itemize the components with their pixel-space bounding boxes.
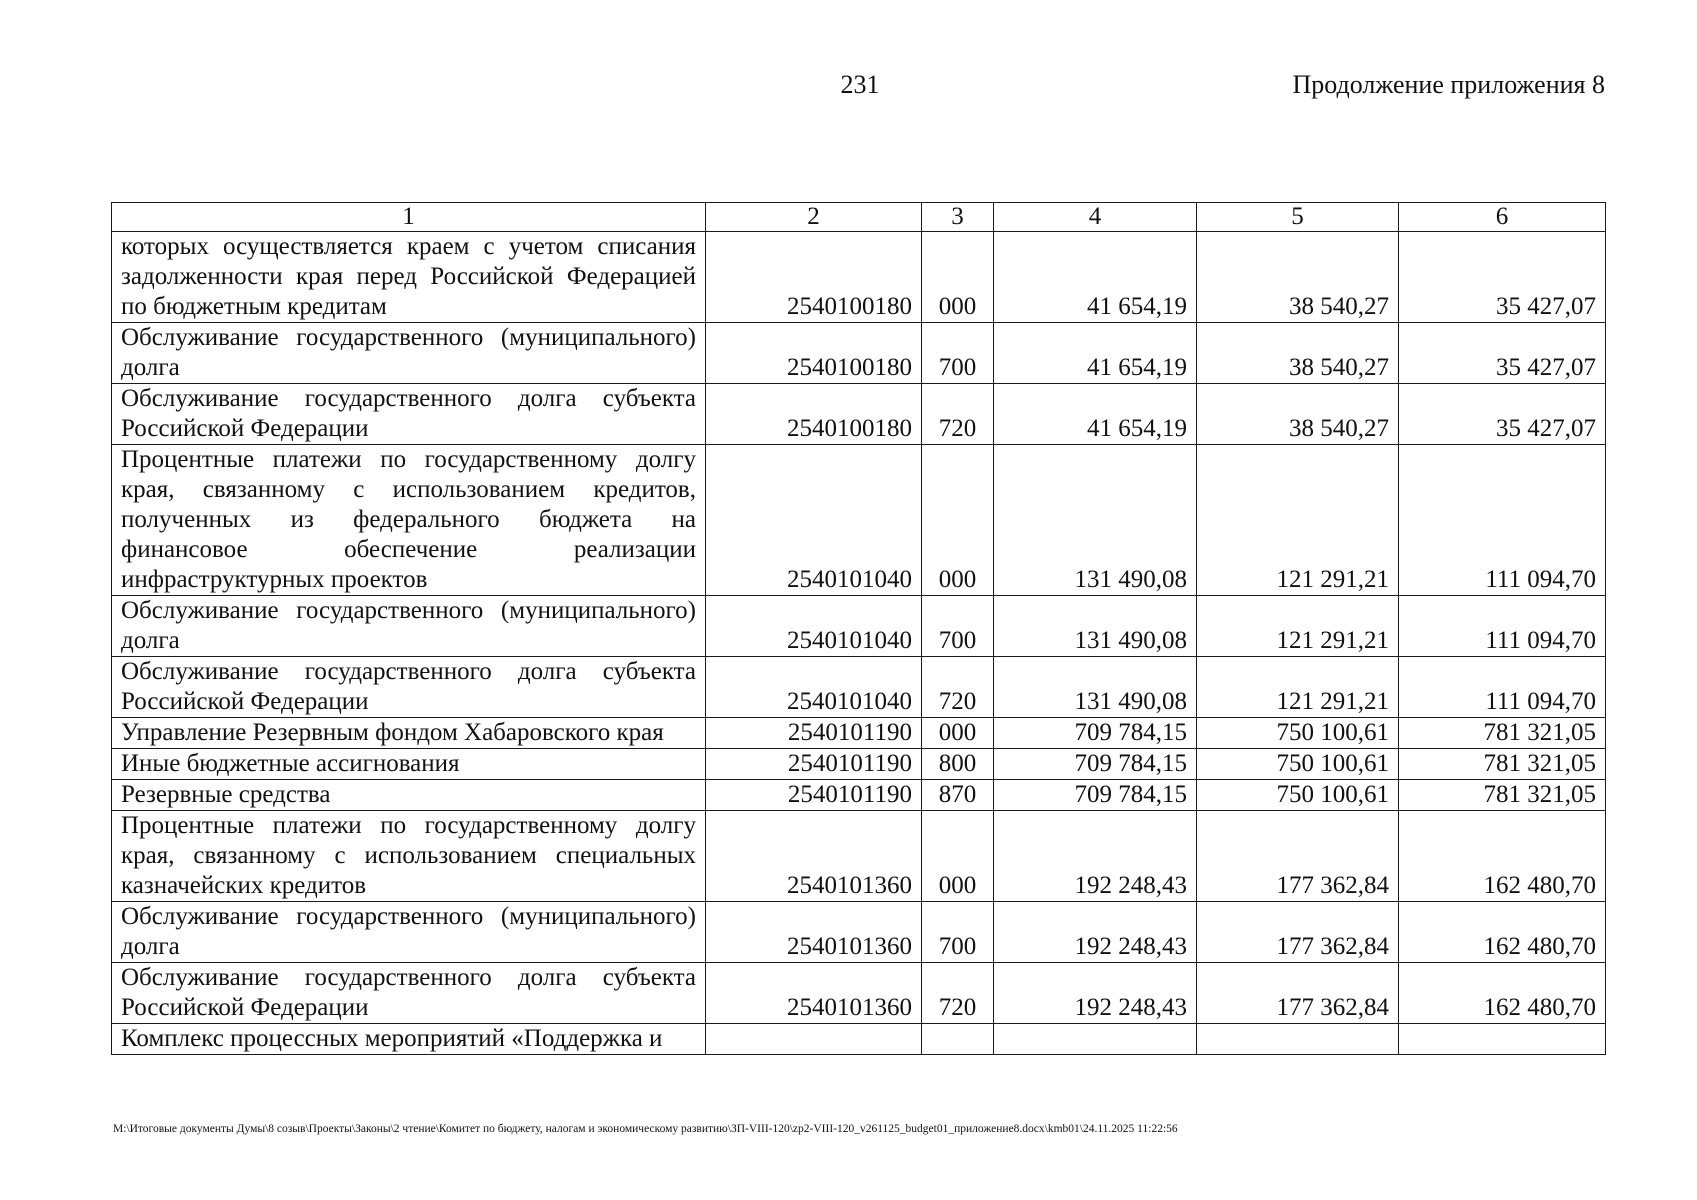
amount-year-1: 41 654,19 [994,384,1197,445]
page-number: 231 [840,70,880,99]
amount-year-1: 709 784,15 [994,749,1197,780]
expense-type: 000 [922,445,994,596]
expense-type: 700 [922,902,994,963]
target-code: 2540101040 [706,657,922,718]
target-code [706,1024,922,1055]
amount-year-1: 709 784,15 [994,780,1197,811]
target-code: 2540101190 [706,749,922,780]
expense-type: 720 [922,384,994,445]
item-name: Процентные платежи по государственному долгу края, связанному с использованием кредитов, полученных из федерального бюджета на финансовое обеспечение реализации инфраструктурных проектов [112,445,706,596]
amount-year-2: 121 291,21 [1197,657,1399,718]
target-code: 2540100180 [706,323,922,384]
item-name: Процентные платежи по государственному долгу края, связанному с использованием специальных казначейских кредитов [112,811,706,902]
table-row [112,445,1606,596]
target-code: 2540101190 [706,718,922,749]
amount-year-3: 111 094,70 [1399,445,1606,596]
column-number-row [112,203,1606,232]
amount-year-1 [994,1024,1197,1055]
amount-year-3: 781 321,05 [1399,718,1606,749]
table-row [112,323,1606,384]
expense-type: 870 [922,780,994,811]
amount-year-1: 192 248,43 [994,963,1197,1024]
expense-type [922,1024,994,1055]
expense-type: 000 [922,811,994,902]
expense-type: 800 [922,749,994,780]
amount-year-3: 35 427,07 [1399,232,1606,323]
amount-year-2: 38 540,27 [1197,232,1399,323]
table-row [112,596,1606,657]
table-row [112,811,1606,902]
amount-year-2: 177 362,84 [1197,811,1399,902]
item-name: которых осуществляется краем с учетом списания задолженности края перед Российской Федерацией по бюджетным кредитам [112,232,706,323]
amount-year-3: 781 321,05 [1399,780,1606,811]
item-name: Комплекс процессных мероприятий «Поддержка и [112,1024,706,1055]
item-name: Обслуживание государственного долга субъекта Российской Федерации [112,657,706,718]
table-row [112,963,1606,1024]
item-name: Обслуживание государственного долга субъекта Российской Федерации [112,384,706,445]
amount-year-1: 41 654,19 [994,323,1197,384]
item-name: Обслуживание государственного долга субъекта Российской Федерации [112,963,706,1024]
expense-type: 000 [922,718,994,749]
target-code: 2540100180 [706,384,922,445]
table-row-continued [112,1024,1606,1055]
expense-type: 720 [922,963,994,1024]
item-name: Резервные средства [112,780,706,811]
expense-type: 700 [922,596,994,657]
target-code: 2540101040 [706,445,922,596]
amount-year-1: 41 654,19 [994,232,1197,323]
budget-table [111,202,1606,1055]
amount-year-2: 750 100,61 [1197,718,1399,749]
target-code: 2540101360 [706,963,922,1024]
amount-year-2: 750 100,61 [1197,749,1399,780]
expense-type: 000 [922,232,994,323]
amount-year-2 [1197,1024,1399,1055]
amount-year-2: 38 540,27 [1197,323,1399,384]
amount-year-3: 111 094,70 [1399,657,1606,718]
expense-type: 720 [922,657,994,718]
amount-year-3: 781 321,05 [1399,749,1606,780]
item-name: Обслуживание государственного (муниципального) долга [112,596,706,657]
amount-year-2: 177 362,84 [1197,963,1399,1024]
target-code: 2540101360 [706,811,922,902]
table-row [112,384,1606,445]
column-header: 2 [706,203,922,232]
target-code: 2540100180 [706,232,922,323]
amount-year-1: 709 784,15 [994,718,1197,749]
target-code: 2540101360 [706,902,922,963]
item-name: Управление Резервным фондом Хабаровского края [112,718,706,749]
table-row [112,718,1606,749]
table-row [112,232,1606,323]
amount-year-2: 38 540,27 [1197,384,1399,445]
column-header: 3 [922,203,994,232]
amount-year-2: 750 100,61 [1197,780,1399,811]
item-name: Обслуживание государственного (муниципального) долга [112,323,706,384]
amount-year-2: 121 291,21 [1197,445,1399,596]
file-path-footer: M:\Итоговые документы Думы\8 созыв\Проекты\Законы\2 чтение\Комитет по бюджету, налогам и экономическому развитию\ЗП-VIII-120\zp2-VIII-120_v261125_budget01_приложение8.docx\kmb01\24.11.2025 11:22:56 [113,1123,1178,1135]
amount-year-2: 177 362,84 [1197,902,1399,963]
table-row [112,657,1606,718]
amount-year-1: 131 490,08 [994,657,1197,718]
item-name: Иные бюджетные ассигнования [112,749,706,780]
amount-year-1: 131 490,08 [994,596,1197,657]
amount-year-3 [1399,1024,1606,1055]
amount-year-3: 162 480,70 [1399,902,1606,963]
amount-year-1: 131 490,08 [994,445,1197,596]
target-code: 2540101190 [706,780,922,811]
column-header: 5 [1197,203,1399,232]
column-header: 1 [112,203,706,232]
amount-year-3: 162 480,70 [1399,811,1606,902]
target-code: 2540101040 [706,596,922,657]
item-name: Обслуживание государственного (муниципального) долга [112,902,706,963]
amount-year-1: 192 248,43 [994,811,1197,902]
appendix-continuation-label: Продолжение приложения 8 [1292,70,1605,99]
amount-year-1: 192 248,43 [994,902,1197,963]
expense-type: 700 [922,323,994,384]
amount-year-3: 111 094,70 [1399,596,1606,657]
amount-year-3: 162 480,70 [1399,963,1606,1024]
amount-year-3: 35 427,07 [1399,384,1606,445]
column-header: 4 [994,203,1197,232]
table-row [112,780,1606,811]
amount-year-2: 121 291,21 [1197,596,1399,657]
column-header: 6 [1399,203,1606,232]
table-row [112,902,1606,963]
amount-year-3: 35 427,07 [1399,323,1606,384]
table-row [112,749,1606,780]
